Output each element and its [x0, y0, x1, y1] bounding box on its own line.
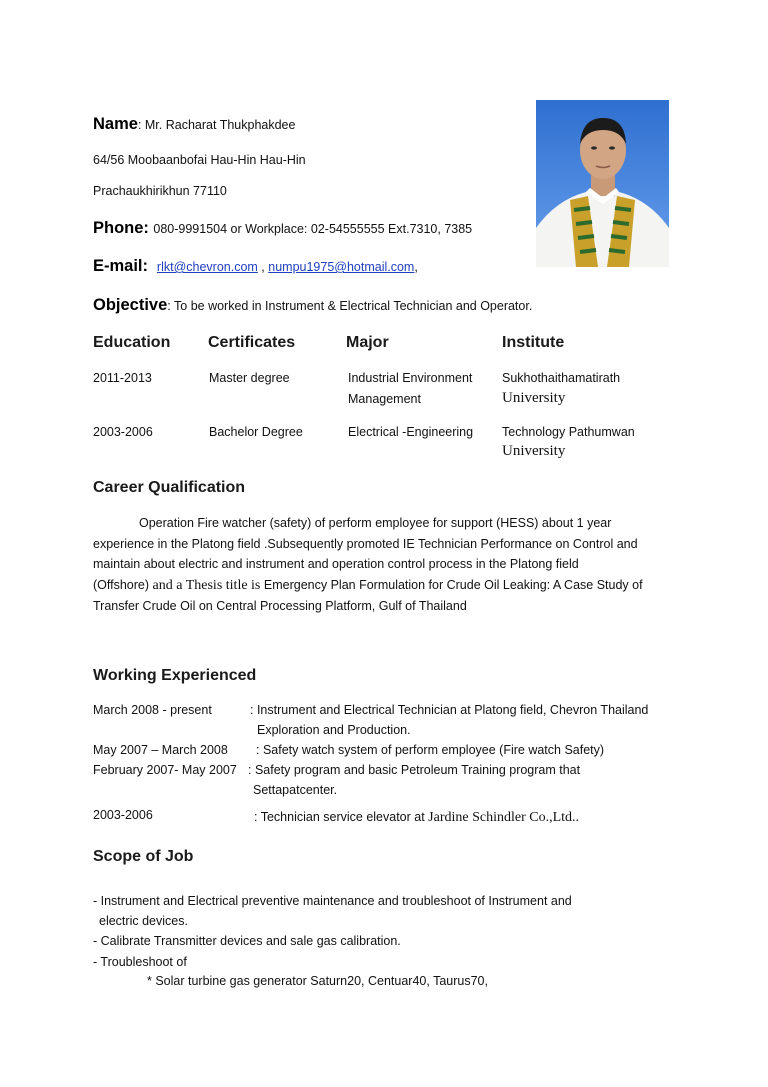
email-label: E-mail: [93, 257, 149, 275]
address-line-1: 64/56 Moobaanbofai Hau-Hin Hau-Hin [93, 153, 306, 167]
objective-label: Objective [93, 296, 168, 314]
career-line-5: Transfer Crude Oil on Central Processing Platform, Gulf of Thailand [93, 599, 467, 613]
name-value: : Mr. Racharat Thukphakdee [137, 118, 296, 132]
career-line-2: experience in the Platong field .Subsequently promoted IE Technician Performance on Control and [93, 536, 638, 551]
email-separator: , [257, 260, 269, 274]
email-link-hotmail[interactable]: numpu1975@hotmail.com [268, 260, 415, 274]
address-line-2: Prachaukhirikhun 77110 [93, 184, 227, 198]
career-line-4 [93, 575, 673, 597]
work-row-1-date: March 2008 - present [93, 703, 212, 717]
career-line-4b: and a Thesis title is [149, 577, 264, 593]
objective-line [93, 296, 532, 315]
work-row-4-desc-a: : Technician service elevator at [254, 810, 429, 824]
work-row-3-desc-cont: Settapatcenter. [253, 783, 338, 797]
email-end: , [414, 260, 418, 274]
career-line-1: Operation Fire watcher (safety) of perform employee for support (HESS) about 1 year [139, 516, 612, 530]
work-row-4-desc-b: Jardine Schindler Co.,Ltd.. [428, 810, 580, 825]
work-title: Working Experienced [93, 667, 257, 684]
email-line [93, 257, 418, 276]
scope-line-5: * Solar turbine gas generator Saturn20, Centuar40, Taurus70, [147, 974, 488, 988]
work-row-3-desc: : Safety program and basic Petroleum Training program that [248, 763, 581, 777]
career-line-3: maintain about electric and instrument and operation control process in the Platong field [93, 557, 579, 571]
scope-line-1: - Instrument and Electrical preventive maintenance and troubleshoot of Instrument and [93, 894, 572, 908]
education-header: Education [93, 334, 171, 351]
name-label: Name [93, 115, 138, 133]
career-line-4c: Emergency Plan Formulation for Crude Oil Leaking: A Case Study of [263, 577, 643, 592]
education-row-1-major-cont: Management [348, 392, 421, 406]
career-line-4a: (Offshore) [93, 577, 150, 592]
person-portrait-icon [536, 100, 669, 267]
education-row-2-cert: Bachelor Degree [209, 425, 303, 439]
career-paragraph [93, 513, 673, 617]
scope-title: Scope of Job [93, 848, 194, 865]
work-row-2-date: May 2007 – March 2008 [93, 743, 228, 757]
phone-line [93, 219, 472, 238]
education-row-1-institute-cont: University [502, 390, 566, 406]
education-row-2-institute-cont: University [502, 443, 566, 459]
scope-line-3: - Calibrate Transmitter devices and sale gas calibration. [93, 934, 401, 948]
scope-line-4: - Troubleshoot of [93, 955, 187, 969]
scope-line-2: electric devices. [99, 914, 188, 928]
education-row-2-institute: Technology Pathumwan [502, 425, 635, 439]
work-row-4-desc [254, 808, 579, 826]
name-line [93, 115, 295, 134]
career-title: Career Qualification [93, 479, 246, 496]
work-row-1-desc: : Instrument and Electrical Technician at Platong field, Chevron Thailand [250, 703, 649, 717]
work-row-3-date: February 2007- May 2007 [93, 763, 237, 777]
objective-value: : To be worked in Instrument & Electrical Technician and Operator. [167, 299, 533, 313]
certificates-header: Certificates [208, 334, 296, 351]
major-header: Major [346, 334, 389, 351]
work-row-1-desc-cont: Exploration and Production. [257, 723, 411, 737]
work-row-4-date: 2003-2006 [93, 808, 153, 822]
education-row-2-major: Electrical -Engineering [348, 425, 474, 439]
education-row-1-years: 2011-2013 [93, 371, 152, 385]
education-row-1-major: Industrial Environment [348, 371, 473, 385]
education-row-2-years: 2003-2006 [93, 425, 153, 439]
email-link-chevron[interactable]: rlkt@chevron.com [156, 260, 258, 274]
profile-photo [536, 100, 669, 267]
phone-label: Phone: [93, 219, 149, 237]
institute-header: Institute [502, 334, 565, 351]
education-row-1-cert: Master degree [209, 371, 290, 385]
phone-value: 080-9991504 or Workplace: 02-54555555 Ext.7310, 7385 [153, 222, 473, 236]
education-row-1-institute: Sukhothaithamatirath [502, 371, 621, 385]
work-row-2-desc: : Safety watch system of perform employee (Fire watch Safety) [256, 743, 605, 757]
